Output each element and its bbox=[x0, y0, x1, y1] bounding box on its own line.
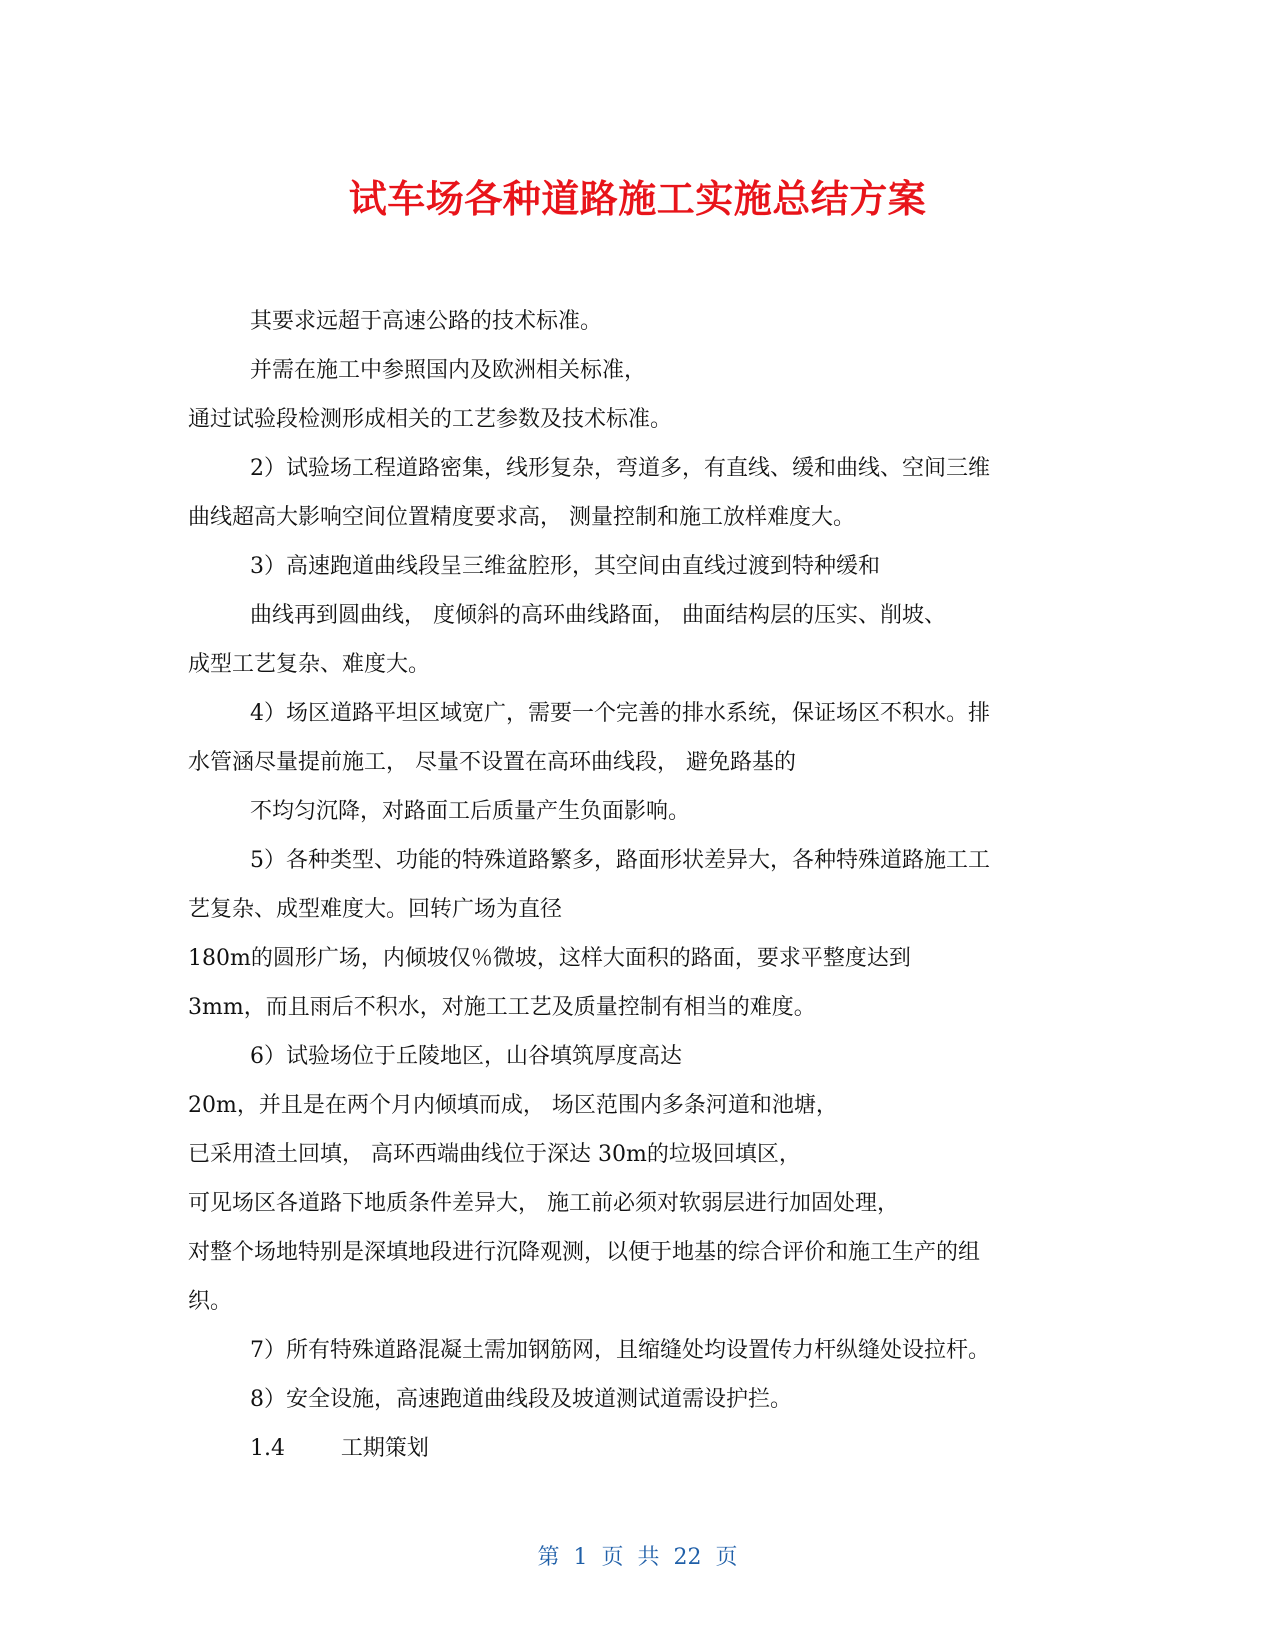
section-heading: 1.4 工期策划 bbox=[250, 1436, 429, 1461]
body-line: 并需在施工中参照国内及欧洲相关标准， bbox=[250, 358, 647, 383]
body-line: 5）各种类型、功能的特殊道路繁多，路面形状差异大，各种特殊道路施工工 bbox=[250, 848, 990, 873]
body-line: 8）安全设施，高速跑道曲线段及坡道测试道需设护拦。 bbox=[250, 1387, 792, 1412]
body-line: 不均匀沉降，对路面工后质量产生负面影响。 bbox=[250, 799, 691, 824]
body-line: 曲线超高大影响空间位置精度要求高， 测量控制和施工放样难度大。 bbox=[188, 505, 855, 530]
body-line: 20m，并且是在两个月内倾填而成， 场区范围内多条河道和池塘， bbox=[188, 1093, 838, 1118]
body-line: 水管涵尽量提前施工， 尽量不设置在高环曲线段， 避免路基的 bbox=[188, 750, 796, 775]
body-line: 7）所有特殊道路混凝土需加钢筋网，且缩缝处均设置传力杆纵缝处设拉杆。 bbox=[250, 1338, 990, 1363]
document-body bbox=[188, 297, 1088, 1473]
body-line: 4）场区道路平坦区域宽广，需要一个完善的排水系统，保证场区不积水。排 bbox=[250, 701, 990, 726]
body-line: 曲线再到圆曲线， 度倾斜的高环曲线路面， 曲面结构层的压实、削坡、 bbox=[250, 603, 946, 628]
page-footer: 第 1 页 共 22 页 bbox=[537, 1545, 738, 1570]
body-line: 其要求远超于高速公路的技术标准。 bbox=[250, 309, 603, 334]
body-line: 成型工艺复杂、难度大。 bbox=[188, 652, 431, 677]
body-line: 2）试验场工程道路密集，线形复杂，弯道多，有直线、缓和曲线、空间三维 bbox=[250, 456, 990, 481]
body-line: 3）高速跑道曲线段呈三维盆腔形，其空间由直线过渡到特种缓和 bbox=[250, 554, 880, 579]
body-line: 3mm，而且雨后不积水，对施工工艺及质量控制有相当的难度。 bbox=[188, 995, 816, 1020]
body-line: 艺复杂、成型难度大。回转广场为直径 bbox=[188, 897, 563, 922]
body-line: 通过试验段检测形成相关的工艺参数及技术标准。 bbox=[188, 407, 673, 432]
body-line: 对整个场地特别是深填地段进行沉降观测，以便于地基的综合评价和施工生产的组 bbox=[188, 1240, 981, 1265]
body-line: 可见场区各道路下地质条件差异大， 施工前必须对软弱层进行加固处理， bbox=[188, 1191, 899, 1216]
document-title: 试车场各种道路施工实施总结方案 bbox=[348, 177, 927, 221]
body-line: 已采用渣土回填， 高环西端曲线位于深达 30m的垃圾回填区， bbox=[188, 1142, 801, 1167]
body-line: 织。 bbox=[188, 1289, 233, 1314]
body-line: 6）试验场位于丘陵地区，山谷填筑厚度高达 bbox=[250, 1044, 682, 1069]
body-line: 180m的圆形广场，内倾坡仅％微坡，这样大面积的路面，要求平整度达到 bbox=[188, 946, 911, 971]
